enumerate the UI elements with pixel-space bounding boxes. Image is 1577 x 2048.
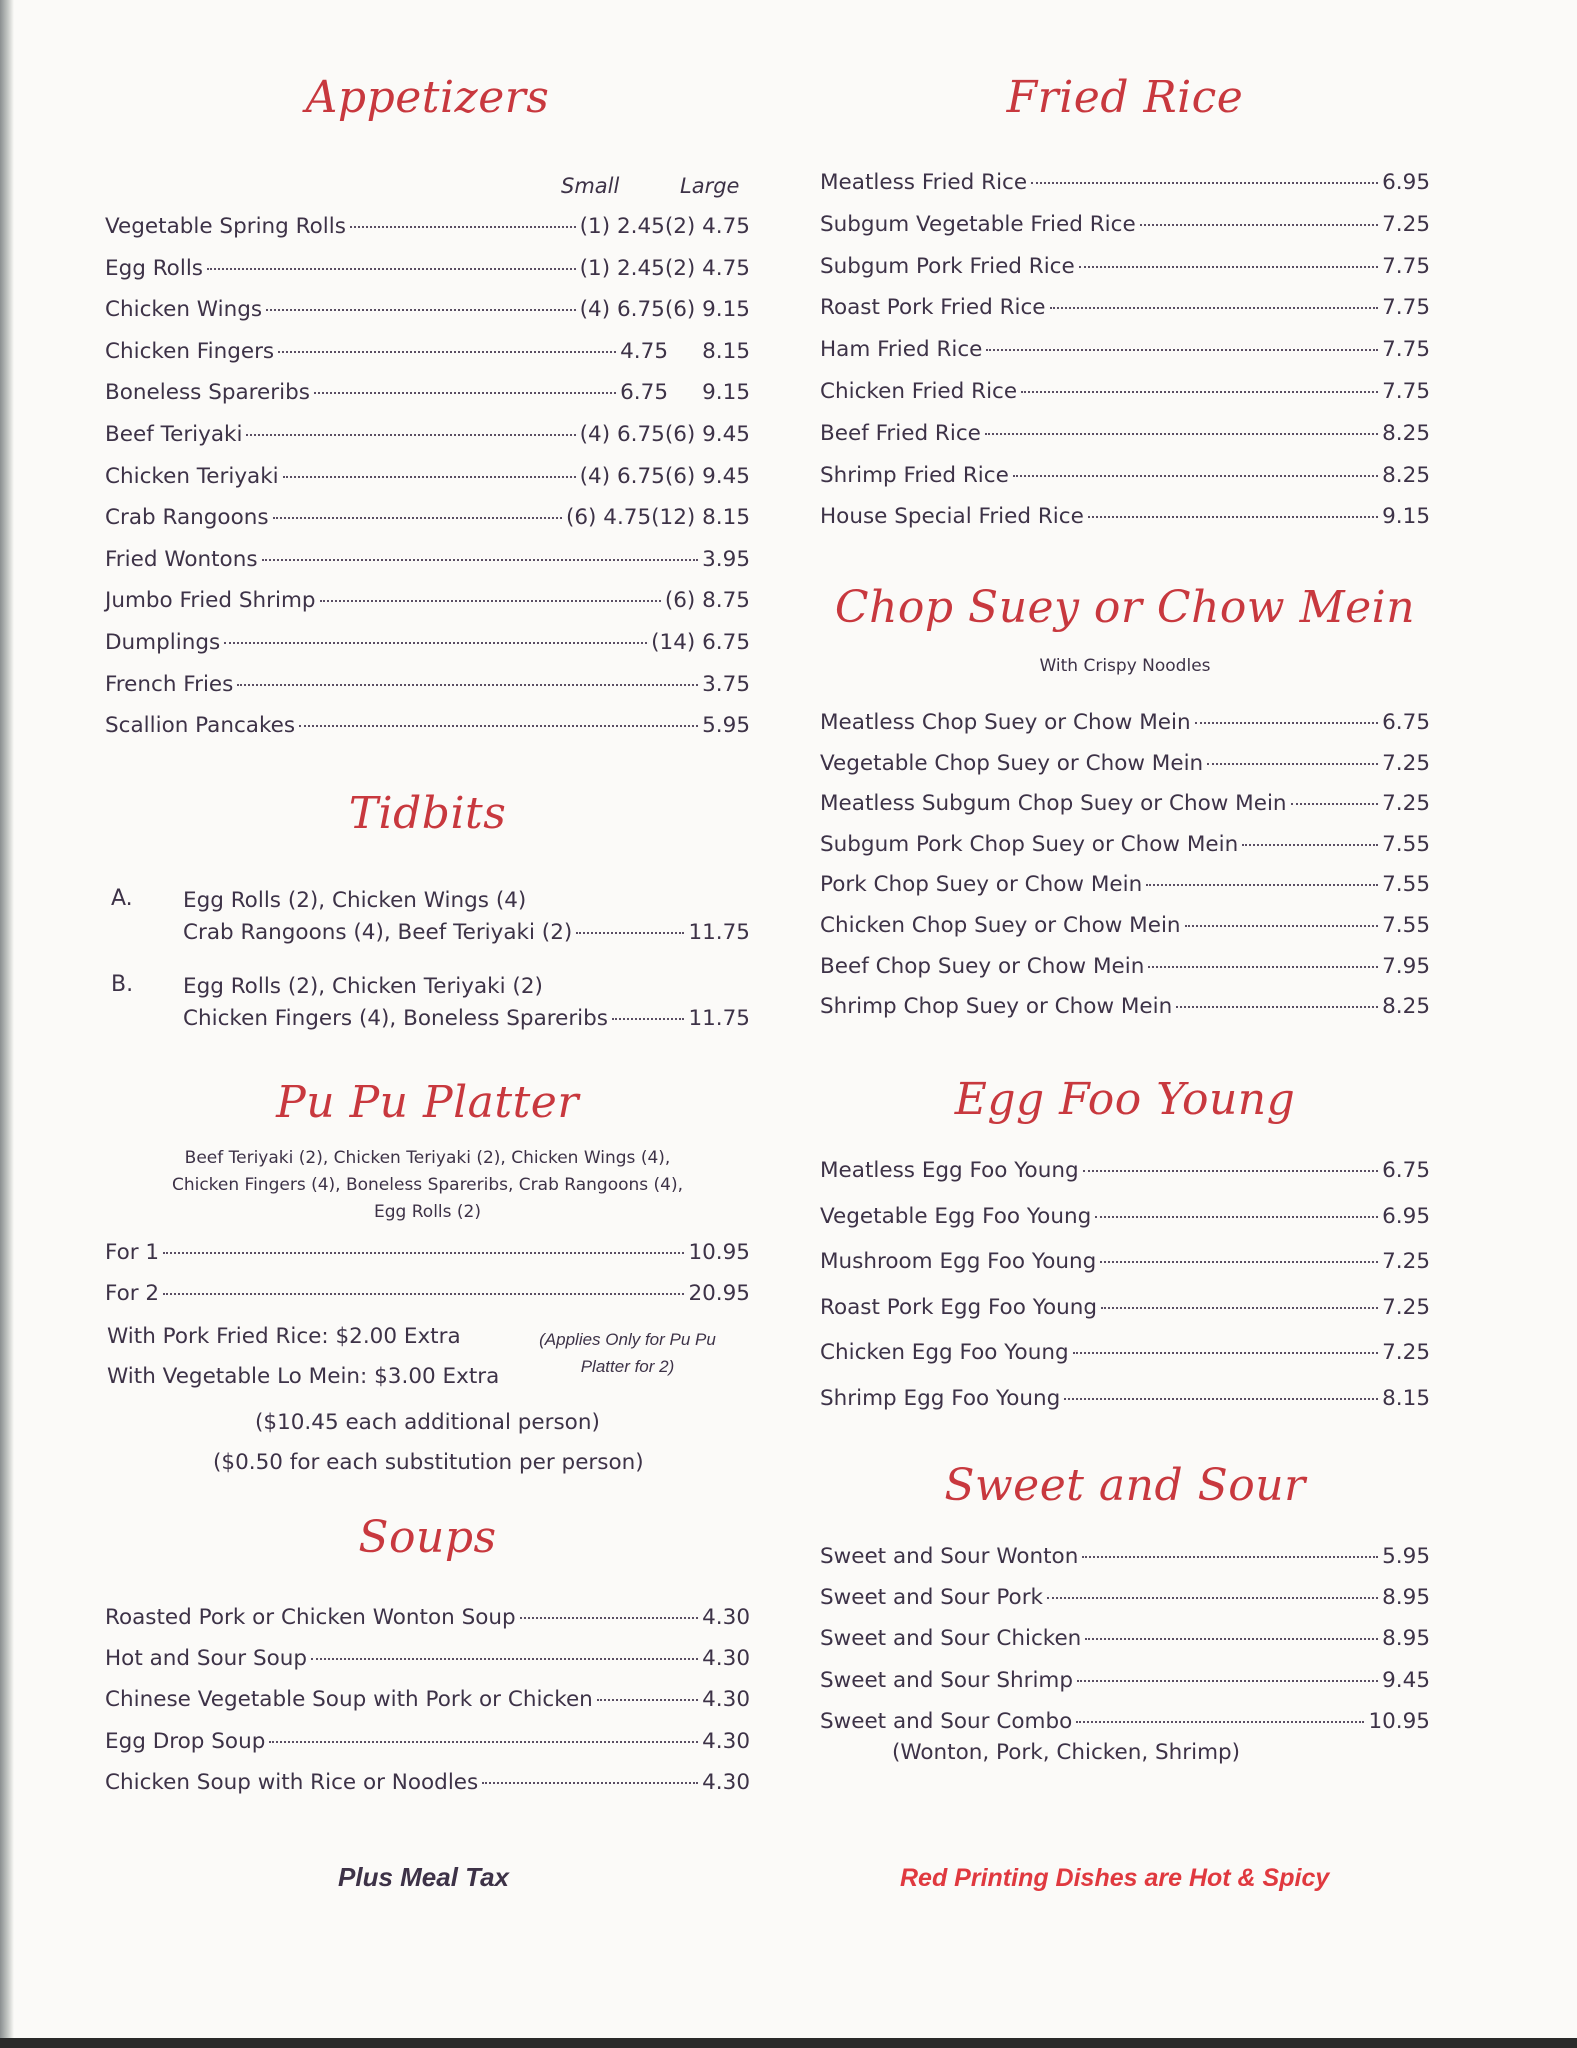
menu-item-price: 7.55 — [1382, 913, 1430, 938]
chop-suey-heading: Chop Suey or Chow Mein — [834, 582, 1416, 633]
menu-item-name: Meatless Fried Rice — [820, 170, 1028, 195]
menu-item-name: Chicken Soup with Rice or Noodles — [105, 1769, 479, 1795]
menu-item-name: Dumplings — [105, 630, 221, 655]
menu-item-row — [820, 170, 1430, 204]
menu-item-price: 6.75 — [1382, 1158, 1430, 1183]
leader-dots — [1148, 966, 1378, 968]
leader-dots — [1146, 884, 1378, 886]
leader-dots — [163, 1293, 684, 1295]
menu-item-row — [105, 380, 750, 414]
leader-dots — [1077, 1680, 1378, 1682]
menu-item-name: Roasted Pork or Chicken Wonton Soup — [105, 1605, 516, 1630]
menu-item-price: 7.25 — [1382, 1249, 1430, 1275]
menu-item-name: Beef Chop Suey or Chow Mein — [820, 953, 1145, 979]
menu-item-row — [820, 504, 1430, 538]
leader-dots — [1088, 516, 1378, 518]
menu-item-name: Meatless Subgum Chop Suey or Chow Mein — [820, 791, 1287, 817]
menu-item-row — [105, 630, 750, 664]
pupu-heading: Pu Pu Platter — [276, 1077, 579, 1128]
menu-item-price: 5.95 — [702, 713, 750, 739]
menu-item-name: Boneless Spareribs — [105, 380, 310, 406]
leader-dots — [1176, 1006, 1378, 1008]
menu-item-row — [105, 256, 750, 290]
menu-item-name: Meatless Chop Suey or Chow Mein — [820, 710, 1191, 735]
menu-item-row — [820, 872, 1430, 906]
menu-item-row — [105, 297, 750, 331]
menu-item-price-small: (6) 4.75 — [565, 505, 652, 531]
leader-dots — [1064, 1398, 1378, 1400]
menu-item-name: Jumbo Fried Shrimp — [105, 588, 316, 614]
pupu-substitution: ($0.50 for each substitution per person) — [213, 1450, 644, 1475]
leader-dots — [1101, 1307, 1378, 1309]
menu-item-row — [820, 463, 1430, 497]
leader-dots — [482, 1782, 698, 1784]
leader-dots — [1242, 844, 1378, 846]
tidbit-a-line2-text: Crab Rangoons (4), Beef Teriyaki (2) — [183, 920, 573, 945]
tidbit-b-letter: B. — [111, 972, 134, 997]
menu-item-name: Chicken Egg Foo Young — [820, 1340, 1069, 1366]
pupu-for2-row — [105, 1281, 750, 1315]
menu-item-row — [820, 1340, 1430, 1374]
menu-item-row — [820, 212, 1430, 246]
menu-item-row — [820, 832, 1430, 866]
menu-item-price-small: 6.75 — [620, 380, 668, 406]
leader-dots — [986, 349, 1378, 351]
menu-item-row — [105, 422, 750, 456]
menu-item-row — [105, 214, 750, 248]
menu-item-row — [820, 337, 1430, 371]
tidbit-b-line1: Egg Rolls (2), Chicken Teriyaki (2) — [183, 974, 543, 999]
menu-item-name: House Special Fried Rice — [820, 504, 1084, 530]
menu-item-name: Egg Rolls — [105, 255, 203, 281]
menu-item-name: Fried Wontons — [105, 546, 258, 572]
menu-item-price: 3.75 — [702, 671, 750, 697]
leader-dots — [262, 559, 699, 561]
menu-item-row — [820, 379, 1430, 413]
leader-dots — [163, 1252, 684, 1254]
menu-item-price: 7.25 — [1382, 1340, 1430, 1366]
leader-dots — [1207, 763, 1378, 765]
menu-item-price-small: (4) 6.75 — [579, 422, 665, 447]
menu-item-price-large: 8.15 — [702, 338, 750, 364]
menu-item-price: 7.95 — [1382, 953, 1430, 979]
menu-item-price-large: 9.15 — [702, 380, 750, 406]
menu-item-price: 6.95 — [1382, 170, 1430, 195]
menu-item-price-small: (1) 2.45 — [579, 255, 665, 281]
leader-dots — [1031, 182, 1378, 184]
leader-dots — [314, 392, 616, 394]
menu-item-name: Shrimp Fried Rice — [820, 462, 1009, 488]
pupu-additional: ($10.45 each additional person) — [255, 1410, 600, 1435]
menu-item-row — [105, 713, 750, 747]
menu-item-row — [820, 791, 1430, 825]
pupu-for2-price: 20.95 — [688, 1281, 750, 1306]
leader-dots — [985, 433, 1378, 435]
menu-item-price-large: (6) 9.15 — [664, 297, 750, 323]
leader-dots — [1050, 307, 1379, 309]
menu-item-name: Roast Pork Fried Rice — [820, 295, 1046, 321]
fried-rice-heading: Fried Rice — [1006, 72, 1244, 123]
menu-item-name: Sweet and Sour Pork — [820, 1585, 1043, 1611]
menu-item-price: 7.75 — [1382, 337, 1430, 363]
menu-item-name: Roast Pork Egg Foo Young — [820, 1294, 1098, 1320]
leader-dots — [576, 932, 684, 934]
page-edge-shadow — [0, 0, 14, 2048]
menu-item-price: 8.95 — [1382, 1585, 1430, 1611]
menu-item-row — [820, 1158, 1430, 1192]
menu-item-name: Meatless Egg Foo Young — [820, 1158, 1079, 1183]
menu-item-price-large: (12) 8.15 — [651, 505, 750, 531]
menu-item-row — [820, 254, 1430, 288]
menu-item-price-small: (4) 6.75 — [579, 463, 665, 489]
pupu-for1-price: 10.95 — [688, 1240, 750, 1265]
menu-item-name: Sweet and Sour Wonton — [820, 1544, 1079, 1569]
tidbit-a-letter: A. — [111, 886, 133, 911]
menu-item-price: 7.25 — [1382, 211, 1430, 237]
menu-item-name: Subgum Pork Chop Suey or Chow Mein — [820, 831, 1239, 857]
soups-heading: Soups — [358, 1512, 497, 1563]
menu-item-price: 8.25 — [1382, 420, 1430, 446]
menu-item-row — [820, 1295, 1430, 1329]
leader-dots — [1085, 1638, 1378, 1640]
menu-item-price: 4.30 — [702, 1605, 750, 1630]
tidbit-b-line2 — [183, 1006, 750, 1040]
menu-item-price-small: (1) 2.45 — [579, 214, 665, 239]
menu-item-price: 7.25 — [1382, 750, 1430, 776]
menu-item-price-large: (2) 4.75 — [664, 214, 750, 239]
sweet-sour-heading: Sweet and Sour — [944, 1460, 1306, 1511]
menu-item-price: 5.95 — [1382, 1544, 1430, 1569]
menu-item-price: 6.95 — [1382, 1203, 1430, 1229]
menu-item-name: Vegetable Chop Suey or Chow Mein — [820, 750, 1204, 776]
menu-item-row — [820, 954, 1430, 988]
leader-dots — [1095, 1216, 1378, 1218]
menu-item-price: 7.25 — [1382, 791, 1430, 817]
menu-item-price: 6.75 — [1382, 710, 1430, 735]
menu-item-name: Vegetable Spring Rolls — [105, 214, 346, 239]
menu-item-price: 4.30 — [702, 1728, 750, 1754]
leader-dots — [320, 600, 661, 602]
menu-item-name: Sweet and Sour Combo — [820, 1708, 1073, 1734]
page-bottom-edge — [0, 2038, 1577, 2048]
menu-item-price: 4.30 — [702, 1646, 750, 1672]
menu-item-row — [820, 1585, 1430, 1619]
col-small-label: Small — [561, 174, 620, 198]
menu-item-price: 4.30 — [702, 1687, 750, 1713]
menu-item-row — [105, 1605, 750, 1639]
menu-item-row — [105, 547, 750, 581]
menu-item-row — [105, 505, 750, 539]
leader-dots — [273, 517, 562, 519]
pupu-desc-3: Egg Rolls (2) — [374, 1202, 481, 1222]
menu-item-row — [820, 1709, 1430, 1743]
leader-dots — [1083, 1170, 1379, 1172]
menu-item-name: French Fries — [105, 671, 234, 697]
menu-item-row — [105, 1687, 750, 1721]
menu-item-name: Vegetable Egg Foo Young — [820, 1203, 1092, 1229]
pupu-for1-label: For 1 — [105, 1240, 160, 1265]
menu-item-name: Mushroom Egg Foo Young — [820, 1249, 1097, 1275]
menu-item-name: Chinese Vegetable Soup with Pork or Chicken — [105, 1687, 593, 1713]
leader-dots — [1195, 722, 1379, 724]
leader-dots — [278, 351, 616, 353]
spicy-note: Red Printing Dishes are Hot & Spicy — [900, 1864, 1330, 1892]
menu-item-row — [820, 994, 1430, 1028]
leader-dots — [237, 684, 698, 686]
pupu-note-2: Platter for 2) — [580, 1357, 675, 1376]
menu-item-name: Scallion Pancakes — [105, 713, 296, 739]
leader-dots — [612, 1018, 684, 1020]
leader-dots — [1291, 803, 1379, 805]
leader-dots — [1185, 925, 1379, 927]
leader-dots — [269, 1741, 698, 1743]
leader-dots — [1082, 1556, 1378, 1558]
menu-item-price: 4.30 — [702, 1769, 750, 1795]
menu-item-row — [105, 1729, 750, 1763]
menu-item-row — [820, 1544, 1430, 1578]
leader-dots — [520, 1617, 698, 1619]
tidbits-heading: Tidbits — [348, 788, 507, 839]
leader-dots — [1073, 1352, 1379, 1354]
menu-item-name: Chicken Wings — [105, 297, 263, 323]
menu-item-name: Subgum Vegetable Fried Rice — [820, 211, 1136, 237]
leader-dots — [283, 476, 576, 478]
menu-item-price: 7.55 — [1382, 831, 1430, 857]
combo-note: (Wonton, Pork, Chicken, Shrimp) — [892, 1740, 1241, 1765]
menu-item-row — [820, 1386, 1430, 1420]
menu-item-price: 7.75 — [1382, 379, 1430, 404]
menu-item-price: 3.95 — [702, 546, 750, 572]
leader-dots — [224, 642, 647, 644]
leader-dots — [1076, 1721, 1364, 1723]
menu-item-name: Hot and Sour Soup — [105, 1646, 308, 1672]
menu-item-price: 7.75 — [1382, 295, 1430, 321]
col-large-label: Large — [680, 174, 740, 198]
pupu-extra-rice: With Pork Fried Rice: $2.00 Extra — [107, 1324, 461, 1349]
menu-item-row — [105, 464, 750, 498]
leader-dots — [350, 226, 576, 228]
menu-item-row — [820, 1249, 1430, 1283]
leader-dots — [597, 1699, 698, 1701]
pupu-extra-lomein: With Vegetable Lo Mein: $3.00 Extra — [107, 1364, 500, 1389]
menu-item-row — [105, 588, 750, 622]
leader-dots — [311, 1658, 698, 1660]
menu-item-row — [820, 913, 1430, 947]
menu-item-price: 8.25 — [1382, 994, 1430, 1020]
menu-item-price: 8.15 — [1382, 1386, 1430, 1411]
leader-dots — [1013, 475, 1378, 477]
menu-item-name: Subgum Pork Fried Rice — [820, 253, 1075, 279]
menu-item-name: Sweet and Sour Chicken — [820, 1626, 1082, 1652]
leader-dots — [266, 309, 576, 311]
leader-dots — [1079, 266, 1378, 268]
menu-item-row — [820, 295, 1430, 329]
menu-item-name: Shrimp Chop Suey or Chow Mein — [820, 994, 1173, 1020]
chop-suey-subtitle: With Crispy Noodles — [1039, 656, 1211, 676]
leader-dots — [246, 434, 575, 436]
tidbit-a-line2 — [183, 920, 750, 954]
leader-dots — [299, 725, 698, 727]
menu-item-row — [820, 1668, 1430, 1702]
menu-item-name: Crab Rangoons — [105, 505, 269, 531]
menu-item-price: (6) 8.75 — [664, 588, 750, 614]
menu-item-row — [820, 1204, 1430, 1238]
tidbit-b-price: 11.75 — [688, 1006, 750, 1031]
menu-item-name: Chicken Fingers — [105, 338, 275, 364]
leader-dots — [1140, 224, 1378, 226]
menu-item-row — [820, 421, 1430, 455]
menu-item-row — [820, 751, 1430, 785]
menu-item-row — [105, 1646, 750, 1680]
leader-dots — [1047, 1597, 1378, 1599]
menu-item-price: 8.95 — [1382, 1626, 1430, 1652]
menu-item-price-small: 4.75 — [620, 338, 668, 364]
meal-tax-note: Plus Meal Tax — [338, 1862, 509, 1892]
tidbit-a-price: 11.75 — [688, 920, 750, 945]
menu-item-price: 9.45 — [1382, 1667, 1430, 1693]
menu-item-price: 7.25 — [1382, 1294, 1430, 1320]
menu-item-price: (14) 6.75 — [651, 630, 750, 655]
pupu-desc-2: Chicken Fingers (4), Boneless Spareribs, Crab Rangoons (4), — [171, 1175, 684, 1195]
menu-item-row — [105, 339, 750, 373]
menu-item-name: Egg Drop Soup — [105, 1728, 266, 1754]
appetizers-heading: Appetizers — [305, 72, 550, 123]
menu-item-price-small: (4) 6.75 — [579, 297, 665, 323]
leader-dots — [1100, 1261, 1378, 1263]
menu-item-name: Shrimp Egg Foo Young — [820, 1386, 1061, 1411]
pupu-for2-label: For 2 — [105, 1281, 160, 1306]
menu-item-price: 10.95 — [1368, 1708, 1430, 1734]
menu-item-row — [105, 1770, 750, 1804]
menu-item-price: 7.55 — [1382, 872, 1430, 898]
menu-item-price-large: (6) 9.45 — [664, 422, 750, 447]
menu-item-name: Pork Chop Suey or Chow Mein — [820, 872, 1143, 898]
menu-item-price-large: (2) 4.75 — [664, 255, 750, 281]
menu-item-name: Chicken Teriyaki — [105, 463, 279, 489]
menu-item-name: Beef Teriyaki — [105, 422, 243, 447]
menu-item-name: Chicken Fried Rice — [820, 379, 1018, 404]
menu-item-name: Chicken Chop Suey or Chow Mein — [820, 913, 1181, 938]
tidbit-b-line2-text: Chicken Fingers (4), Boneless Spareribs — [183, 1006, 609, 1031]
tidbit-a-line1: Egg Rolls (2), Chicken Wings (4) — [183, 888, 527, 913]
pupu-desc-1: Beef Teriyaki (2), Chicken Teriyaki (2), Chicken Wings (4), — [184, 1148, 671, 1168]
menu-item-row — [820, 710, 1430, 744]
pupu-note-1: (Applies Only for Pu Pu — [539, 1330, 716, 1349]
menu-item-price: 9.15 — [1382, 504, 1430, 530]
leader-dots — [1021, 391, 1378, 393]
egg-foo-young-heading: Egg Foo Young — [954, 1074, 1296, 1125]
menu-item-price-large: (6) 9.45 — [664, 463, 750, 489]
menu-item-name: Ham Fried Rice — [820, 337, 983, 363]
menu-item-price: 8.25 — [1382, 462, 1430, 488]
leader-dots — [207, 268, 576, 270]
pupu-for1-row — [105, 1240, 750, 1274]
menu-item-name: Sweet and Sour Shrimp — [820, 1667, 1074, 1693]
menu-item-name: Beef Fried Rice — [820, 420, 981, 446]
menu-item-row — [105, 672, 750, 706]
menu-item-price: 7.75 — [1382, 253, 1430, 279]
menu-item-row — [820, 1626, 1430, 1660]
